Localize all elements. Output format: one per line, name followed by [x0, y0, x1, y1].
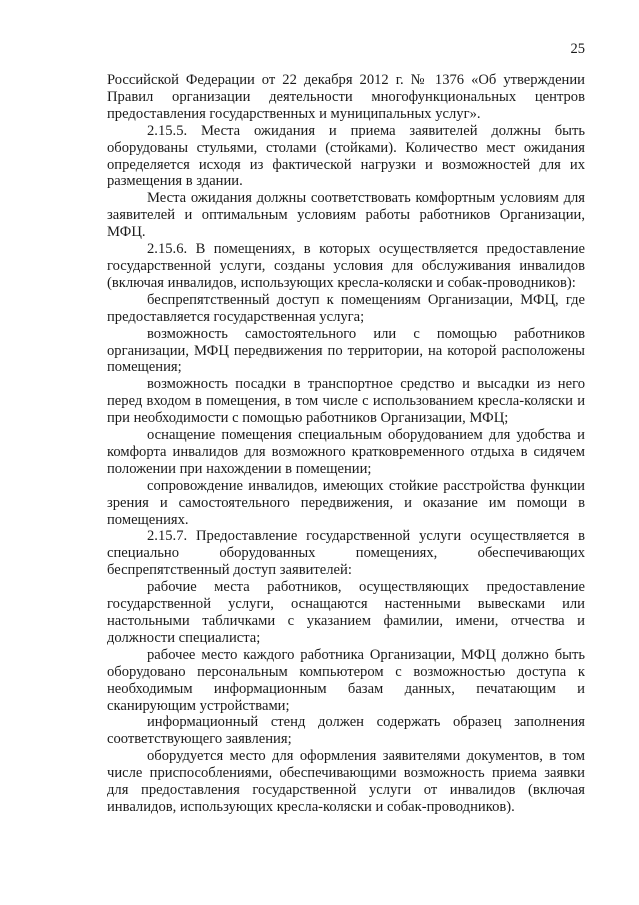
list-item-workplaces: рабочие места работников, осуществляющих предоставление государственной услуги, оснащаются настенными вывесками или настольными табличками с указанием фамилии, имени, отчества и должности специалиста; — [107, 579, 585, 646]
list-item-equipment: оснащение помещения специальным оборудованием для удобства и комфорта инвалидов для возможного кратковременного отдыха в сидячем положении при нахождении в помещении; — [107, 427, 585, 477]
page-number: 25 — [570, 41, 585, 57]
list-item-document-place: оборудуется место для оформления заявителями документов, в том числе приспособлениями, обеспечивающими возможность приема заявки для предоставления государственной услуги от инвалидов (включая инвалидов, использующих кресла-коляски и собак-проводников). — [107, 748, 585, 815]
paragraph-continuation: Российской Федерации от 22 декабря 2012 г. № 1376 «Об утверждении Правил организации деятельности многофункциональных центров предоставления государственных и муниципальных услуг». — [107, 72, 585, 122]
list-item-transport: возможность посадки в транспортное средство и высадки из него перед входом в помещения, в том числе с использованием кресла-коляски и при необходимости с помощью работников Организации, МФЦ; — [107, 376, 585, 427]
list-item-access: беспрепятственный доступ к помещениям Организации, МФЦ, где предоставляется государственная услуга; — [107, 291, 585, 325]
list-item-computer: рабочее место каждого работника Организации, МФЦ должно быть оборудовано персональным компьютером с возможностью доступа к необходимым информационным базам данных, печатающим и сканирующим устройствами; — [107, 646, 585, 714]
document-body — [107, 72, 585, 816]
paragraph-2-15-6: 2.15.6. В помещениях, в которых осуществляется предоставление государственной услуги, созданы условия для обслуживания инвалидов (включая инвалидов, использующих кресла-коляски и собак-проводников): — [107, 241, 585, 291]
paragraph-waiting-areas: Места ожидания должны соответствовать комфортным условиям для заявителей и оптимальным условиям работы работников Организации, МФЦ. — [107, 190, 585, 241]
list-item-escort: сопровождение инвалидов, имеющих стойкие расстройства функции зрения и самостоятельного передвижения, и оказание им помощи в помещениях. — [107, 477, 585, 528]
list-item-info-stand: информационный стенд должен содержать образец заполнения соответствующего заявления; — [107, 714, 585, 748]
paragraph-2-15-7: 2.15.7. Предоставление государственной услуги осуществляется в специально оборудованных помещениях, обеспечивающих беспрепятственный доступ заявителей: — [107, 528, 585, 579]
list-item-movement: возможность самостоятельного или с помощью работников организации, МФЦ передвижения по территории, на которой расположены помещения; — [107, 325, 585, 376]
paragraph-2-15-5: 2.15.5. Места ожидания и приема заявителей должны быть оборудованы стульями, столами (стойками). Количество мест ожидания определяется исходя из фактической нагрузки и возможностей для их размещения в здании. — [107, 122, 585, 190]
